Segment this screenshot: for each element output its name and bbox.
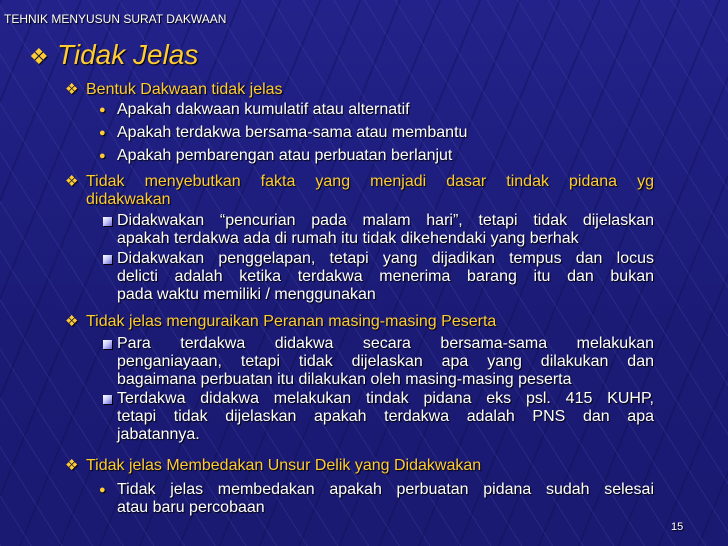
list-item-line: pada waktu memiliki / menggunakan	[117, 286, 376, 303]
list-item-line: Tidak jelas membedakan apakah perbuatan pidana sudah selesai	[117, 481, 654, 498]
diamond-bullet-icon: ❖	[29, 44, 49, 69]
section-3-heading: Tidak jelas menguraikan Peranan masing-masing Peserta	[86, 313, 497, 330]
square-bullet-icon	[103, 255, 112, 264]
section-2-heading-line1: Tidak menyebutkan fakta yang menjadi dasar tindak pidana yg	[86, 173, 654, 190]
diamond-bullet-icon: ❖	[65, 81, 79, 98]
dot-bullet-icon: ●	[99, 127, 106, 139]
page-number: 15	[671, 521, 684, 533]
list-item: Apakah dakwaan kumulatif atau alternatif	[117, 101, 410, 118]
list-item-line: delicti adalah ketika terdakwa menerima barang itu dan bukan	[117, 268, 654, 285]
square-bullet-icon	[103, 395, 112, 404]
list-item-line: atau baru percobaan	[117, 499, 265, 516]
square-bullet-icon	[103, 217, 112, 226]
list-item-line: tetapi tidak dijelaskan apakah terdakwa adalah PNS dan apa	[117, 408, 654, 425]
diamond-bullet-icon: ❖	[65, 313, 79, 330]
slide-header: TEHNIK MENYUSUN SURAT DAKWAAN	[4, 12, 227, 26]
list-item-line: apakah terdakwa ada di rumah itu tidak dikehendaki yang berhak	[117, 230, 579, 247]
list-item-line: Terdakwa didakwa melakukan tindak pidana eks psl. 415 KUHP,	[117, 390, 654, 407]
list-item-line: jabatannya.	[117, 426, 200, 443]
diamond-bullet-icon: ❖	[65, 173, 79, 190]
dot-bullet-icon: ●	[99, 484, 106, 496]
list-item-line: Didakwakan penggelapan, tetapi yang dijadikan tempus dan locus	[117, 250, 654, 267]
list-item: Apakah pembarengan atau perbuatan berlanjut	[117, 147, 453, 164]
dot-bullet-icon: ●	[99, 150, 106, 162]
list-item: Apakah terdakwa bersama-sama atau membantu	[117, 124, 468, 141]
slide-title: Tidak Jelas	[57, 39, 199, 70]
list-item-line: penganiayaan, tetapi tidak dijelaskan apa yang dilakukan dan	[117, 353, 654, 370]
list-item-line: Para terdakwa didakwa secara bersama-sama melakukan	[117, 335, 654, 352]
list-item-line: Didakwakan “pencurian pada malam hari”, tetapi tidak dijelaskan	[117, 212, 654, 229]
section-1-heading: Bentuk Dakwaan tidak jelas	[86, 81, 283, 98]
section-4-heading: Tidak jelas Membedakan Unsur Delik yang Didakwakan	[86, 457, 482, 474]
section-2-heading-line2: didakwakan	[86, 191, 171, 208]
dot-bullet-icon: ●	[99, 104, 106, 116]
square-bullet-icon	[103, 340, 112, 349]
diamond-bullet-icon: ❖	[65, 457, 79, 474]
list-item-line: bagaimana perbuatan itu dilakukan oleh masing-masing peserta	[117, 371, 572, 388]
